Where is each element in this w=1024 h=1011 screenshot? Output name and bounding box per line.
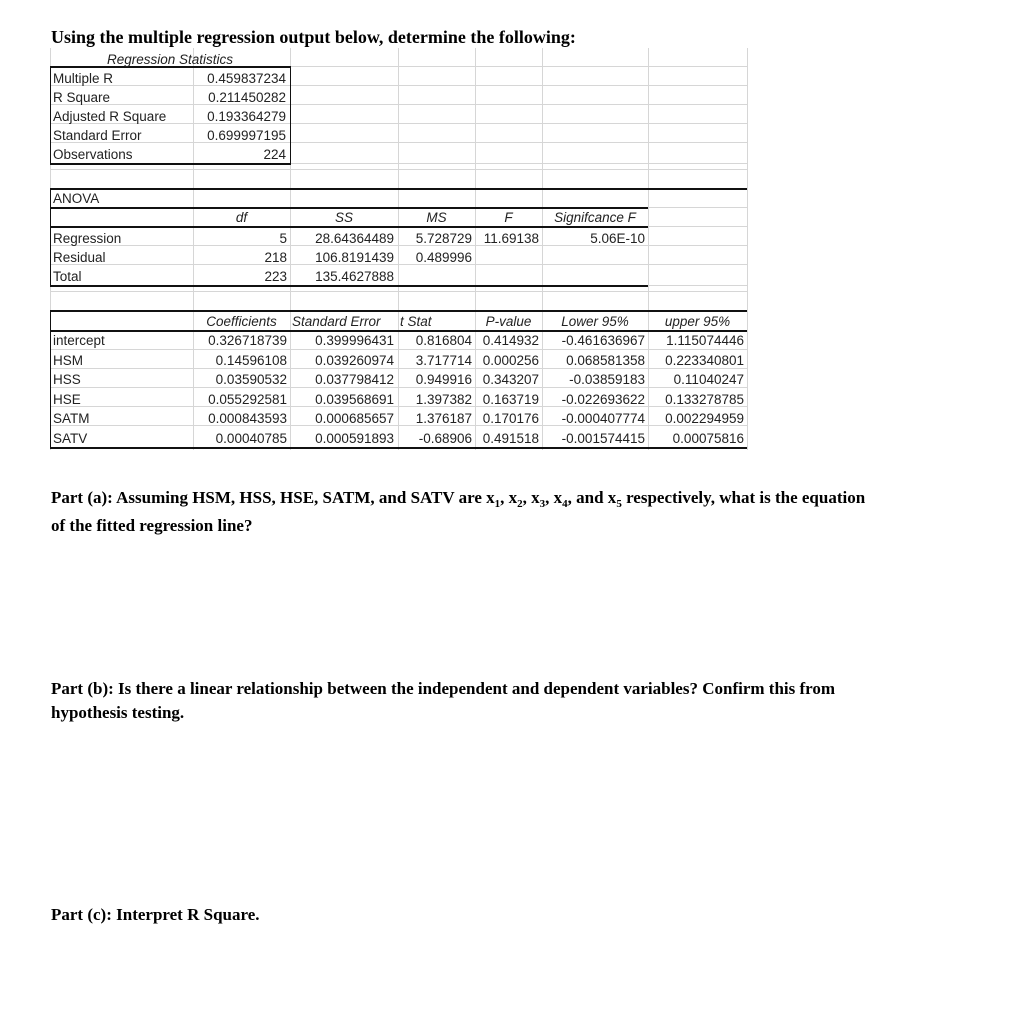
coef-p-value: 0.414932	[482, 333, 539, 348]
anova-header-ss: SS	[334, 210, 353, 225]
coef-header-p-value: P-value	[485, 314, 532, 329]
anova-header-significance: Signifcance F	[554, 210, 636, 225]
part-c-question: Part (c): Interpret R Square.	[51, 905, 260, 924]
coef-value: 0.00040785	[215, 430, 287, 446]
coef-lower-95: -0.022693622	[561, 391, 645, 407]
coef-header-t-stat: t Stat	[400, 314, 432, 329]
stat-label: Multiple R	[53, 71, 114, 86]
anova-header-ms: MS	[426, 210, 447, 225]
coef-t-stat: 1.376187	[415, 411, 472, 426]
coef-value: 0.14596108	[215, 352, 287, 368]
coef-row-label: HSE	[53, 391, 81, 407]
coef-t-stat: 3.717714	[415, 352, 472, 368]
coef-row-label: SATV	[53, 430, 88, 446]
coef-lower-95: -0.461636967	[561, 333, 645, 348]
coef-value: 0.000843593	[208, 411, 287, 426]
stat-label: Adjusted R Square	[53, 109, 167, 124]
anova-f: 11.69138	[483, 231, 539, 246]
coef-t-stat: -0.68906	[418, 430, 472, 446]
stat-value: 0.459837234	[207, 71, 286, 86]
coef-upper-95: 1.115074446	[666, 333, 744, 348]
coef-p-value: 0.163719	[482, 391, 539, 407]
part-a-question: Part (a): Assuming HSM, HSS, HSE, SATM, and SATV are $x_1$, $x_2$, $x_3$, $x_4$, and $x_5$ respectively, what is the equation of the fitted regression line?	[51, 488, 866, 535]
anova-header-f: F	[504, 210, 513, 225]
coef-p-value: 0.170176	[482, 411, 539, 426]
coef-standard-error: 0.399996431	[315, 333, 394, 348]
coef-standard-error: 0.000685657	[315, 411, 394, 426]
coef-row-label: HSS	[53, 372, 81, 387]
coef-lower-95: -0.001574415	[561, 430, 645, 446]
coef-row-label: HSM	[53, 352, 83, 368]
coef-row-label: intercept	[53, 333, 105, 348]
anova-df: 223	[264, 269, 287, 284]
coef-t-stat: 0.949916	[415, 372, 472, 387]
coef-lower-95: -0.03859183	[569, 372, 645, 387]
coef-upper-95: 0.002294959	[665, 411, 744, 426]
anova-row-label: Regression	[53, 231, 122, 246]
anova-row-label: Residual	[53, 250, 106, 265]
coef-standard-error: 0.000591893	[315, 430, 394, 446]
anova-title: ANOVA	[53, 191, 100, 206]
stat-value: 0.193364279	[207, 109, 286, 124]
coef-value: 0.326718739	[208, 333, 287, 348]
coef-p-value: 0.000256	[482, 352, 539, 368]
anova-df: 218	[264, 250, 287, 265]
coef-upper-95: 0.11040247	[673, 372, 744, 387]
coef-header-upper-95: upper 95%	[664, 314, 731, 329]
coef-value: 0.055292581	[208, 391, 287, 407]
stat-value: 0.211450282	[208, 90, 286, 105]
coef-value: 0.03590532	[215, 372, 287, 387]
anova-ss: 135.4627888	[315, 269, 394, 284]
anova-row-label: Total	[53, 269, 82, 284]
coef-upper-95: 0.00075816	[672, 430, 744, 446]
coef-upper-95: 0.223340801	[665, 352, 744, 368]
coef-lower-95: -0.000407774	[561, 411, 645, 426]
anova-df: 5	[279, 231, 287, 246]
stat-value: 0.699997195	[207, 128, 286, 143]
anova-ss: 28.64364489	[315, 231, 394, 246]
regression-output-spreadsheet	[50, 48, 748, 450]
anova-significance: 5.06E-10	[590, 231, 645, 246]
coef-standard-error: 0.037798412	[315, 372, 394, 387]
part-b-question: Part (b): Is there a linear relationship between the independent and dependent variables? Confirm this from hypothesis testing.	[51, 679, 836, 722]
anova-ms: 0.489996	[415, 250, 472, 265]
coef-t-stat: 1.397382	[415, 391, 472, 407]
stat-label: Standard Error	[53, 128, 142, 143]
coef-header-standard-error: Standard Error	[292, 314, 381, 329]
coef-header-coefficients: Coefficients	[206, 314, 277, 329]
coef-row-label: SATM	[53, 411, 90, 426]
stat-label: R Square	[53, 90, 111, 105]
coef-upper-95: 0.133278785	[665, 391, 744, 407]
coef-header-lower-95: Lower 95%	[561, 314, 629, 329]
stat-value: 224	[263, 147, 286, 162]
coef-t-stat: 0.816804	[415, 333, 472, 348]
stat-label: Observations	[53, 147, 133, 162]
coef-standard-error: 0.039260974	[315, 352, 394, 368]
coef-lower-95: 0.068581358	[566, 352, 645, 368]
anova-ss: 106.8191439	[315, 250, 394, 265]
question-title: Using the multiple regression output below, determine the following:	[51, 27, 576, 47]
coef-standard-error: 0.039568691	[315, 391, 394, 407]
regression-statistics-header: Regression Statistics	[106, 52, 234, 67]
coef-p-value: 0.343207	[482, 372, 539, 387]
anova-ms: 5.728729	[415, 231, 472, 246]
anova-header-df: df	[235, 210, 248, 225]
coef-p-value: 0.491518	[482, 430, 539, 446]
